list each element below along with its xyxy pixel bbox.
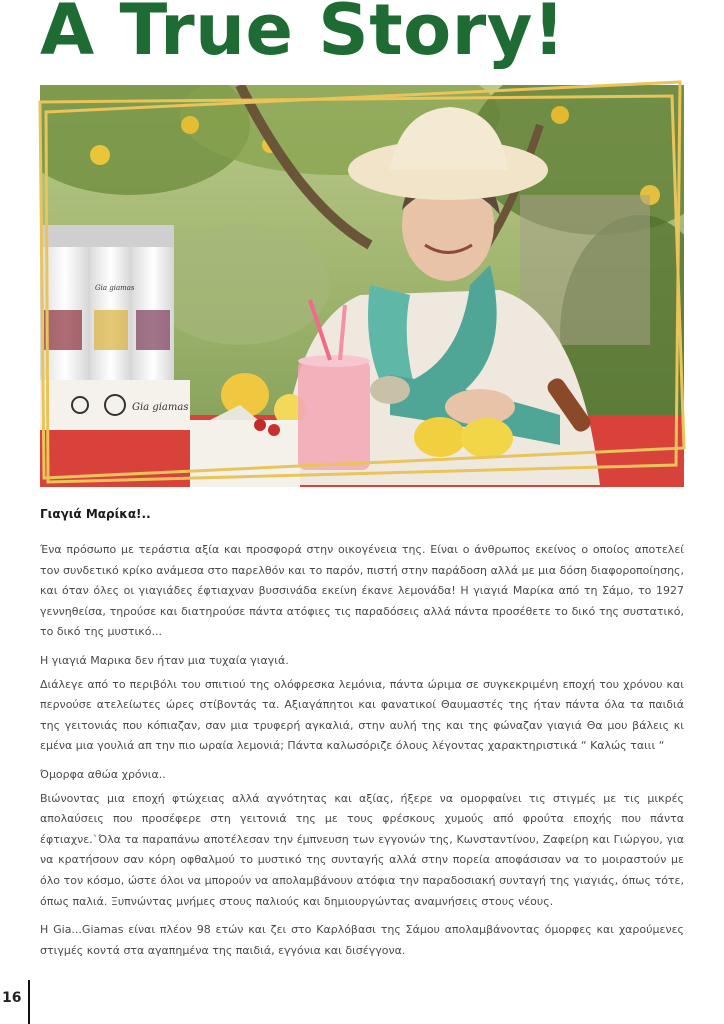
page-title: A True Story! — [40, 0, 566, 71]
photo-illustration — [40, 85, 684, 487]
paragraph-today: Η Gia...Giamas είναι πλέον 98 ετών και ζει στο Καρλόβασι της Σάμου απολαμβάνοντας όμορφες και χαρούμενες στιγμές κοντά στα αγαπημένα της παιδιά, εγγόνια και δισέγγονα. — [40, 923, 684, 957]
article-heading: Γιαγιά Μαρίκα!.. — [40, 507, 151, 521]
box-brand-label: Gia giamas — [132, 402, 189, 413]
page-number-divider — [28, 980, 30, 1024]
paragraph-innocent-years: Όμορφα αθώα χρόνια.. — [40, 767, 166, 781]
paragraph-not-random: Η γιαγιά Μαρικα δεν ήταν μια τυχαία γιαγιά. — [40, 653, 289, 667]
page-number: 16 — [2, 990, 22, 1006]
jar-label: Gia giamas — [95, 284, 135, 292]
article-body — [40, 506, 684, 969]
article-photo — [40, 85, 684, 487]
product-jars — [40, 225, 190, 430]
paragraph-intro: Ένα πρόσωπο με τεράστια αξία και προσφορά στην οικογένεια της. Είναι ο άνθρωπος εκείνος ο οποίος αποτελεί τον συνδετικό κρίκο ανάμεσα στο παρελθόν και το παρόν, πιστή στην παράδοση αλλά με μια δόση διαφοροποίησης, και όταν όλες οι γιαγιάδες έφτιαχναν βυσσινάδα εκείνη έκανε λεμονάδα! Η γιαγιά Μαρίκα από τη Σάμο, το 1927 γεννηθείσα, τηρούσε και διατηρούσε πάντα ατόφιες τις παραδόσεις αλλά πάντα προσέθετε το δικό της συστατικό, το δικό της μυστικό... — [40, 543, 684, 639]
paragraph-lemons: Διάλεγε από το περιβόλι του σπιτιού της ολόφρεσκα λεμόνια, πάντα ώριμα σε συγκεκριμένη εποχή του χρόνου και περνούσε ατελείωτες ώρες στίβοντάς τα. Αξιαγάπητοι και φανατικοί Θαυμαστές της ήταν πάντα όλα τα παιδιά της γειτονιάς που κόπιαζαν, σαν μια τρυφερή αγκαλιά, στην αυλή της και της φώναζαν γιαγιά Θα μου βάλεις κι εμένα μια γουλιά απ την πιο ωραία λεμονιά; Πάντα καλωσόριζε όλους λέγοντας χαρακτηριστικά “ Καλώς ταιιι “ — [40, 677, 684, 753]
paragraph-inspiration: Βιώνοντας μια εποχή φτώχειας αλλά αγνότητας και αξίας, ήξερε να ομορφαίνει τις στιγμές με τις μικρές απολαύσεις που προσέφερε στη γειτονιά της με τους φρέσκους χυμούς από φρούτα εποχής που πάντα έφτιαχνε.`Όλα τα παραπάνω αποτέλεσαν την έμπνευση των εγγονών της, Κωνσταντίνου, Ζαφείρη και Γιώργου, για να κρατήσουν σαν κόρη οφθαλμού το μυστικό της συνταγής αλλά στην πορεία αποφάσισαν να το μοιραστούν με όλο τον κόσμο, ώστε όλοι να μπορούν να απολαμβάνουν ατόφια την παραδοσιακή συνταγή της γιαγιάς, όπως τότε, όπως παλιά. Ξυπνώντας μνήμες στους παλιούς και δημιουργώντας αναμνήσεις στους νέους. — [40, 791, 684, 908]
